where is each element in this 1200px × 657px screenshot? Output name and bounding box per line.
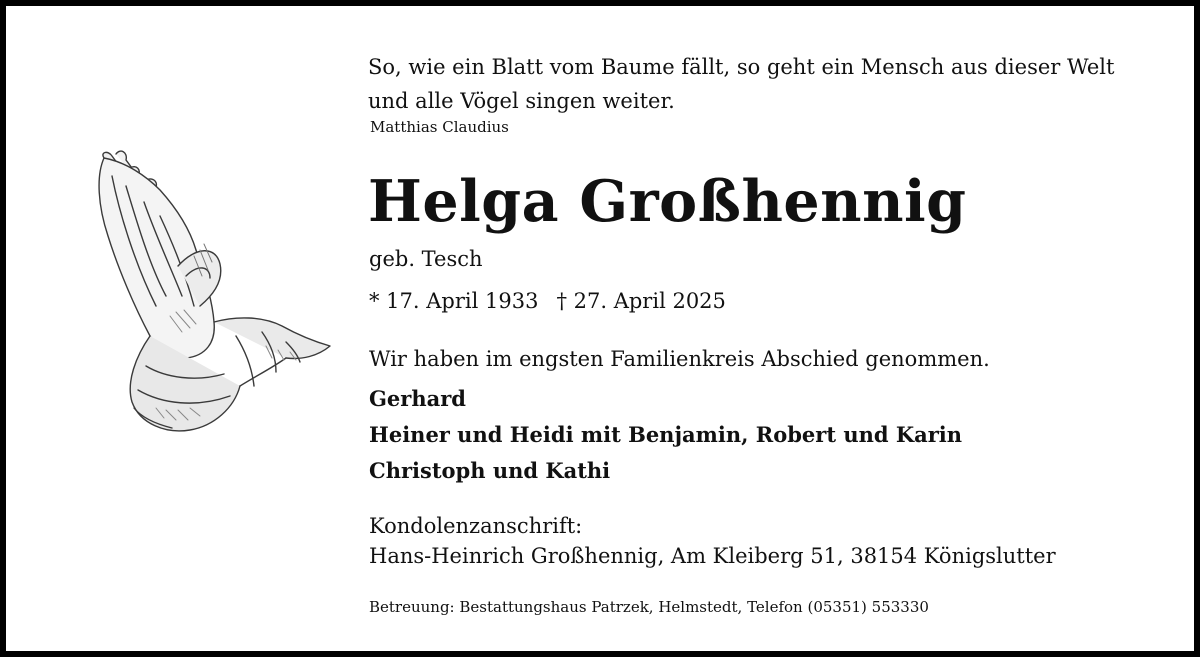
maiden-name: geb. Tesch <box>369 247 483 271</box>
mourner-line: Heiner und Heidi mit Benjamin, Robert und Karin <box>369 422 963 447</box>
funeral-home-info: Betreuung: Bestattungshaus Patrzek, Helmstedt, Telefon (05351) 553330 <box>369 598 929 616</box>
quote-author: Matthias Claudius <box>370 118 509 136</box>
birth-date: * 17. April 1933 <box>369 289 539 313</box>
condolence-label: Kondolenzanschrift: <box>369 514 583 538</box>
praying-hands-icon <box>86 146 336 446</box>
death-date: † 27. April 2025 <box>556 289 726 313</box>
condolence-address: Hans-Heinrich Großhennig, Am Kleiberg 51, 38154 Königslutter <box>369 544 1056 568</box>
farewell-text: Wir haben im engsten Familienkreis Abschied genommen. <box>369 347 990 371</box>
mourner-line: Christoph und Kathi <box>369 458 611 483</box>
life-dates <box>369 289 726 313</box>
mourner-line: Gerhard <box>369 386 466 411</box>
deceased-name: Helga Großhennig <box>368 168 967 235</box>
quote-line-2: und alle Vögel singen weiter. <box>368 89 675 113</box>
quote-line-1: So, wie ein Blatt vom Baume fällt, so geht ein Mensch aus dieser Welt <box>368 55 1115 79</box>
